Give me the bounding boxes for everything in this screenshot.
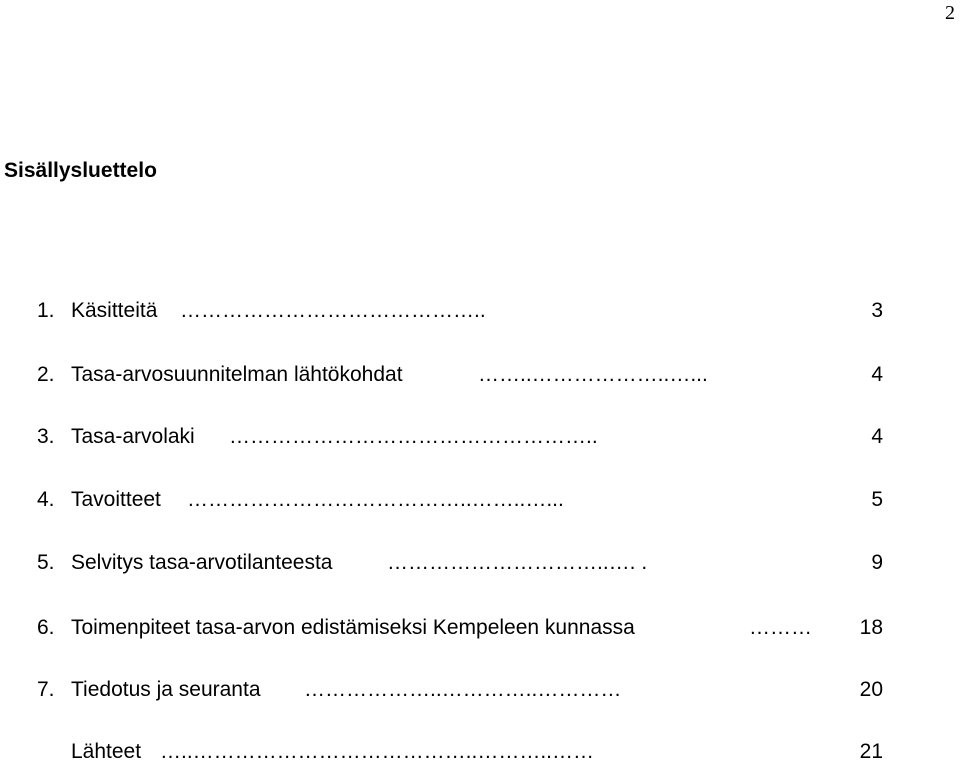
toc-entry-title: Tiedotus ja seuranta: [71, 678, 261, 701]
toc-leader-dots: ………………..…………..…………: [304, 678, 622, 701]
page-number: 2: [945, 2, 955, 24]
toc-entry-title: Käsitteitä: [71, 299, 158, 322]
toc-entry-number: 7.: [37, 678, 55, 701]
toc-entry-number: 6.: [37, 616, 55, 639]
toc-entry: [0, 613, 960, 643]
toc-leader-dots: ……………………………………………..: [229, 425, 598, 448]
toc-title: Sisällysluettelo: [4, 159, 157, 182]
toc-entry-title: Selvitys tasa-arvotilanteesta: [71, 551, 333, 574]
toc-entry-number: 5.: [37, 551, 55, 574]
toc-entry-number: 1.: [37, 299, 55, 322]
toc-entry-title: Tasa-arvosuunnitelman lähtökohdat: [71, 363, 403, 386]
toc-entry-title: Tavoitteet: [71, 488, 161, 511]
toc-entry-page: 9: [871, 551, 883, 574]
toc-entry-page: 20: [859, 678, 883, 701]
toc-entry: [0, 360, 960, 390]
toc-entry-title: Tasa-arvolaki: [71, 425, 195, 448]
toc-entry-page: 4: [871, 363, 883, 386]
toc-entry-number: 2.: [37, 363, 55, 386]
toc-leader-dots: ………: [749, 616, 812, 639]
toc-leader-dots: ……..………………..…...: [478, 363, 708, 386]
toc-leader-dots: …………………………………..……..…...: [187, 488, 564, 511]
toc-entry-number: 4.: [37, 488, 55, 511]
toc-entry: [0, 737, 960, 767]
toc-entry-page: 3: [871, 299, 883, 322]
toc-entry-page: 18: [859, 616, 883, 639]
toc-entry-page: 5: [871, 488, 883, 511]
toc-leader-dots: …………………………..…. .: [387, 551, 648, 574]
toc-leader-dots: …..…………………………………..………..……: [160, 740, 595, 763]
toc-entry: [0, 485, 960, 515]
toc-entry-page: 21: [859, 740, 883, 763]
toc-entry-title: Lähteet: [71, 740, 142, 763]
toc-entry-page: 4: [871, 425, 883, 448]
toc-leader-dots: ……………………………………..: [180, 299, 486, 322]
toc-entry: [0, 422, 960, 452]
toc-entry: [0, 675, 960, 705]
toc-entry-title: Toimenpiteet tasa-arvon edistämiseksi Kempeleen kunnassa: [71, 616, 635, 639]
toc-entry: [0, 548, 960, 578]
toc-entry-number: 3.: [37, 425, 55, 448]
toc-entry: [0, 296, 960, 326]
